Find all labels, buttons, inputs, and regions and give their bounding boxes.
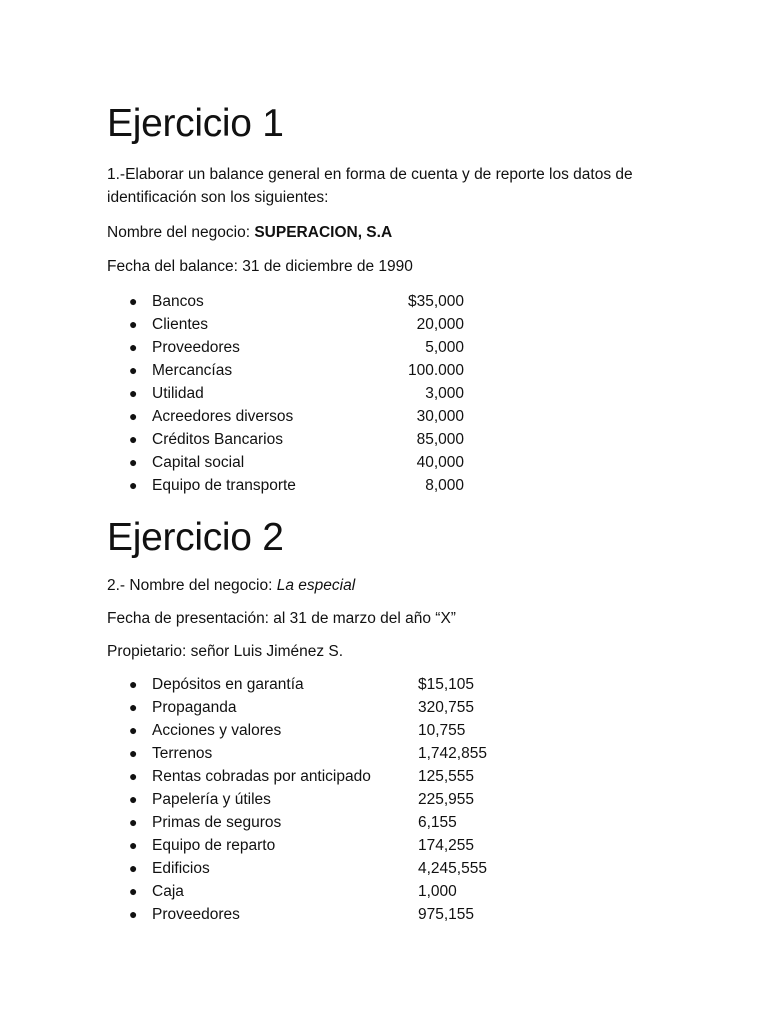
bullet-icon: ●: [129, 293, 138, 309]
bullet-icon: ●: [129, 883, 138, 899]
item-label: Primas de seguros: [152, 814, 282, 831]
list-item: [107, 834, 527, 857]
ejercicio-1-title: Ejercicio 1: [107, 102, 284, 145]
ejercicio-1-business: [107, 221, 677, 244]
bullet-icon: ●: [129, 814, 138, 830]
list-item: [107, 742, 527, 765]
ejercicio-2-item-list: [107, 673, 527, 926]
list-item: [107, 405, 507, 428]
item-label: Utilidad: [152, 385, 204, 402]
list-item: [107, 673, 527, 696]
list-item: [107, 788, 527, 811]
date-value: 31 de diciembre de 1990: [242, 258, 413, 275]
ejercicio-1-date: [107, 255, 677, 278]
item-label: Rentas cobradas por anticipado: [152, 768, 371, 785]
bullet-icon: ●: [129, 316, 138, 332]
bullet-icon: ●: [129, 722, 138, 738]
list-item: [107, 359, 507, 382]
item-label: Clientes: [152, 316, 208, 333]
item-label: Acreedores diversos: [152, 408, 294, 425]
item-value: 125,555: [418, 768, 475, 785]
bullet-icon: ●: [129, 362, 138, 378]
item-value: $35,000: [407, 293, 464, 310]
item-value: 225,955: [418, 791, 475, 808]
business-name: La especial: [276, 577, 356, 594]
list-item: [107, 313, 507, 336]
item-label: Proveedores: [152, 906, 240, 923]
item-label: Depósitos en garantía: [152, 676, 304, 693]
bullet-icon: ●: [129, 408, 138, 424]
list-item: [107, 903, 527, 926]
ejercicio-2-owner: Propietario: señor Luis Jiménez S.: [107, 643, 344, 660]
item-value: 8,000: [425, 477, 464, 494]
list-item: [107, 880, 527, 903]
business-name: SUPERACION, S.A: [254, 224, 393, 241]
item-value: 975,155: [418, 906, 475, 923]
bullet-icon: ●: [129, 385, 138, 401]
item-label: Equipo de reparto: [152, 837, 276, 854]
bullet-icon: ●: [129, 477, 138, 493]
item-value: 4,245,555: [418, 860, 487, 877]
item-label: Caja: [152, 883, 184, 900]
item-value: 30,000: [416, 408, 464, 425]
list-item: [107, 696, 527, 719]
bullet-icon: ●: [129, 431, 138, 447]
date-label: Fecha del balance:: [107, 258, 243, 275]
business-label: Nombre del negocio:: [107, 224, 255, 241]
item-value: 40,000: [416, 454, 464, 471]
item-label: Bancos: [152, 293, 204, 310]
item-label: Propaganda: [152, 699, 237, 716]
bullet-icon: ●: [129, 791, 138, 807]
bullet-icon: ●: [129, 454, 138, 470]
ejercicio-2-title: Ejercicio 2: [107, 516, 284, 559]
item-value: 10,755: [418, 722, 466, 739]
item-label: Edificios: [152, 860, 210, 877]
item-value: 5,000: [425, 339, 464, 356]
item-value: 174,255: [418, 837, 475, 854]
business-label: 2.- Nombre del negocio:: [107, 577, 277, 594]
ejercicio-2-date: Fecha de presentación: al 31 de marzo del año “X”: [107, 610, 456, 627]
item-label: Equipo de transporte: [152, 477, 296, 494]
bullet-icon: ●: [129, 860, 138, 876]
item-value: 100.000: [407, 362, 464, 379]
bullet-icon: ●: [129, 676, 138, 692]
bullet-icon: ●: [129, 906, 138, 922]
list-item: [107, 857, 527, 880]
item-label: Mercancías: [152, 362, 233, 379]
bullet-icon: ●: [129, 339, 138, 355]
list-item: [107, 765, 527, 788]
list-item: [107, 719, 527, 742]
item-label: Terrenos: [152, 745, 213, 762]
item-label: Créditos Bancarios: [152, 431, 283, 448]
item-value: 20,000: [416, 316, 464, 333]
item-value: 3,000: [425, 385, 464, 402]
bullet-icon: ●: [129, 745, 138, 761]
ejercicio-1-instruction: 1.-Elaborar un balance general en forma de cuenta y de reporte los datos de identificación son los siguientes:: [107, 166, 633, 206]
list-item: [107, 290, 507, 313]
item-label: Capital social: [152, 454, 245, 471]
list-item: [107, 451, 507, 474]
list-item: [107, 428, 507, 451]
ejercicio-1-item-list: [107, 290, 507, 497]
item-label: Papelería y útiles: [152, 791, 271, 808]
list-item: [107, 811, 527, 834]
item-value: 1,742,855: [418, 745, 487, 762]
item-value: 6,155: [418, 814, 457, 831]
bullet-icon: ●: [129, 699, 138, 715]
ejercicio-2-business: [107, 574, 677, 597]
item-label: Proveedores: [152, 339, 240, 356]
item-value: $15,105: [418, 676, 475, 693]
list-item: [107, 474, 507, 497]
list-item: [107, 336, 507, 359]
item-value: 1,000: [418, 883, 457, 900]
item-value: 320,755: [418, 699, 475, 716]
item-value: 85,000: [416, 431, 464, 448]
list-item: [107, 382, 507, 405]
bullet-icon: ●: [129, 837, 138, 853]
bullet-icon: ●: [129, 768, 138, 784]
item-label: Acciones y valores: [152, 722, 282, 739]
